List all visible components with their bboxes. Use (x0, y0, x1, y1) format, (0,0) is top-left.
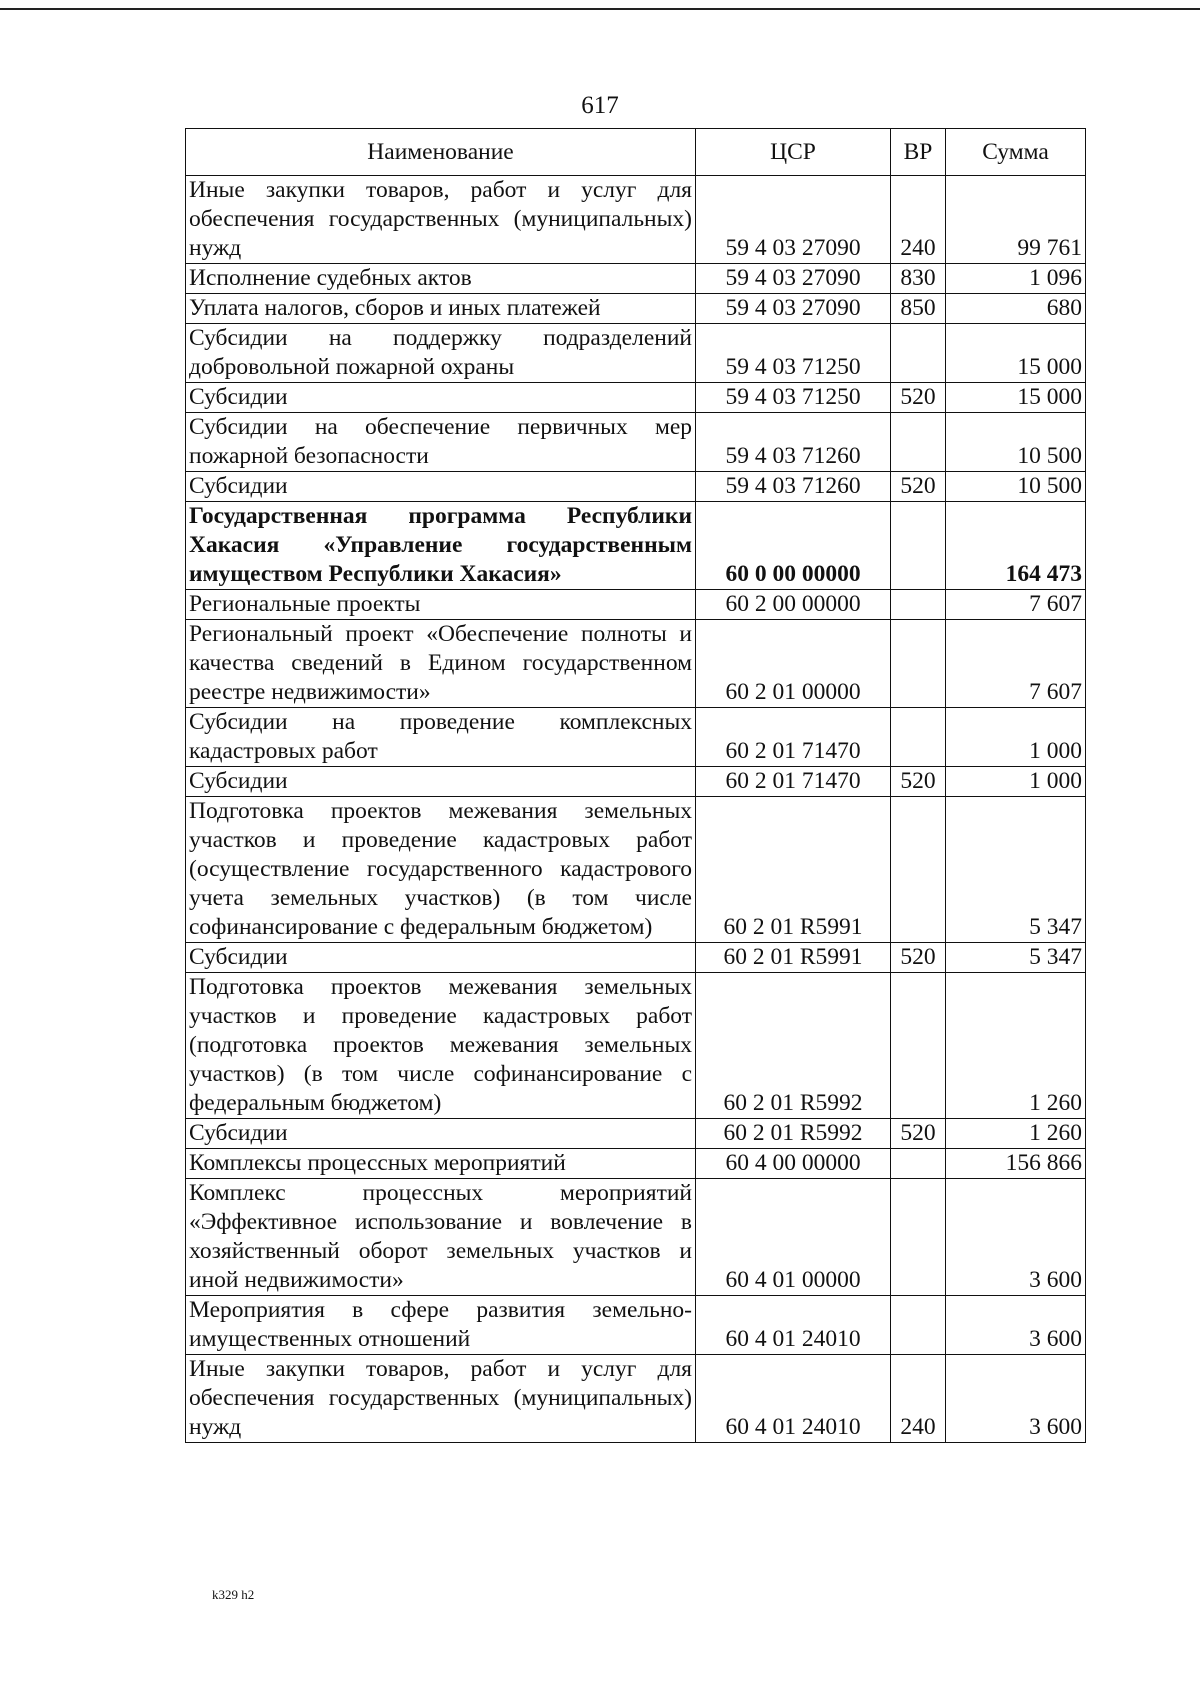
row-vr-cell: 520 (891, 1119, 946, 1149)
row-vr-cell (891, 502, 946, 590)
row-csr-cell: 60 2 01 71470 (696, 708, 891, 767)
row-vr-cell (891, 590, 946, 620)
row-sum-cell: 1 260 (946, 1119, 1086, 1149)
row-csr-cell: 60 4 01 24010 (696, 1355, 891, 1443)
table-row (186, 767, 1086, 797)
row-csr-cell: 59 4 03 27090 (696, 264, 891, 294)
row-sum-cell: 1 000 (946, 767, 1086, 797)
table-row (186, 1296, 1086, 1355)
row-name-cell: Субсидии (186, 943, 696, 973)
row-csr-cell: 60 4 01 24010 (696, 1296, 891, 1355)
row-csr-cell: 60 2 01 R5992 (696, 973, 891, 1119)
row-vr-cell (891, 413, 946, 472)
table-row (186, 590, 1086, 620)
table-row (186, 264, 1086, 294)
row-sum-cell: 15 000 (946, 324, 1086, 383)
table-row (186, 1179, 1086, 1296)
row-name-cell: Уплата налогов, сборов и иных платежей (186, 294, 696, 324)
table-row (186, 383, 1086, 413)
table-row (186, 620, 1086, 708)
table-row (186, 413, 1086, 472)
row-sum-cell: 1 096 (946, 264, 1086, 294)
table-row (186, 294, 1086, 324)
row-vr-cell: 520 (891, 943, 946, 973)
table-header-row (186, 129, 1086, 176)
row-csr-cell: 60 2 01 71470 (696, 767, 891, 797)
row-name-cell: Исполнение судебных актов (186, 264, 696, 294)
row-csr-cell: 59 4 03 27090 (696, 176, 891, 264)
row-name-cell: Подготовка проектов межевания земельных участков и проведение кадастровых работ (подготовка проектов межевания земельных участков) (в том числе софинансирование с федеральным бюджетом) (186, 973, 696, 1119)
row-sum-cell: 5 347 (946, 797, 1086, 943)
header-vr: ВР (891, 129, 946, 176)
row-csr-cell: 60 2 01 R5991 (696, 943, 891, 973)
row-sum-cell: 10 500 (946, 413, 1086, 472)
row-name-cell: Подготовка проектов межевания земельных участков и проведение кадастровых работ (осуществление государственного кадастрового учета земельных участков) (в том числе софинансирование с федеральным бюджетом) (186, 797, 696, 943)
row-sum-cell: 3 600 (946, 1179, 1086, 1296)
table-row (186, 797, 1086, 943)
row-name-cell: Субсидии (186, 472, 696, 502)
table-row (186, 502, 1086, 590)
row-name-cell: Мероприятия в сфере развития земельно-имущественных отношений (186, 1296, 696, 1355)
row-csr-cell: 60 2 01 00000 (696, 620, 891, 708)
table-row (186, 708, 1086, 767)
table-body (186, 176, 1086, 1443)
row-name-cell: Субсидии на поддержку подразделений добровольной пожарной охраны (186, 324, 696, 383)
row-name-cell: Государственная программа Республики Хакасия «Управление государственным имуществом Республики Хакасия» (186, 502, 696, 590)
table-row (186, 472, 1086, 502)
row-sum-cell: 680 (946, 294, 1086, 324)
row-vr-cell: 240 (891, 176, 946, 264)
header-csr: ЦСР (696, 129, 891, 176)
row-vr-cell: 520 (891, 383, 946, 413)
budget-table (185, 128, 1086, 1443)
row-csr-cell: 59 4 03 71260 (696, 472, 891, 502)
row-csr-cell: 60 0 00 00000 (696, 502, 891, 590)
row-csr-cell: 60 2 00 00000 (696, 590, 891, 620)
row-sum-cell: 1 260 (946, 973, 1086, 1119)
row-vr-cell: 830 (891, 264, 946, 294)
row-name-cell: Региональный проект «Обеспечение полноты и качества сведений в Едином государственном реестре недвижимости» (186, 620, 696, 708)
header-name: Наименование (186, 129, 696, 176)
table-row (186, 1355, 1086, 1443)
row-csr-cell: 59 4 03 71250 (696, 383, 891, 413)
row-csr-cell: 60 4 00 00000 (696, 1149, 891, 1179)
row-vr-cell: 520 (891, 472, 946, 502)
row-csr-cell: 60 2 01 R5992 (696, 1119, 891, 1149)
row-name-cell: Субсидии на проведение комплексных кадастровых работ (186, 708, 696, 767)
table-row (186, 973, 1086, 1119)
row-vr-cell (891, 708, 946, 767)
row-csr-cell: 60 2 01 R5991 (696, 797, 891, 943)
row-name-cell: Субсидии (186, 383, 696, 413)
row-sum-cell: 10 500 (946, 472, 1086, 502)
row-name-cell: Субсидии (186, 767, 696, 797)
row-vr-cell: 850 (891, 294, 946, 324)
row-vr-cell: 240 (891, 1355, 946, 1443)
row-vr-cell (891, 973, 946, 1119)
row-csr-cell: 59 4 03 71260 (696, 413, 891, 472)
row-vr-cell (891, 1179, 946, 1296)
row-name-cell: Комплекс процессных мероприятий «Эффективное использование и вовлечение в хозяйственный оборот земельных участков и иной недвижимости» (186, 1179, 696, 1296)
table-row (186, 1149, 1086, 1179)
row-name-cell: Региональные проекты (186, 590, 696, 620)
row-csr-cell: 59 4 03 71250 (696, 324, 891, 383)
footer-code: k329 h2 (212, 1587, 255, 1602)
top-edge-rule (0, 8, 1200, 10)
row-sum-cell: 164 473 (946, 502, 1086, 590)
table-row (186, 324, 1086, 383)
row-sum-cell: 3 600 (946, 1355, 1086, 1443)
row-vr-cell (891, 1296, 946, 1355)
row-sum-cell: 3 600 (946, 1296, 1086, 1355)
row-name-cell: Субсидии на обеспечение первичных мер пожарной безопасности (186, 413, 696, 472)
row-vr-cell (891, 324, 946, 383)
row-name-cell: Иные закупки товаров, работ и услуг для обеспечения государственных (муниципальных) нужд (186, 176, 696, 264)
row-vr-cell (891, 1149, 946, 1179)
header-sum: Сумма (946, 129, 1086, 176)
row-name-cell: Иные закупки товаров, работ и услуг для обеспечения государственных (муниципальных) нужд (186, 1355, 696, 1443)
row-vr-cell: 520 (891, 767, 946, 797)
row-csr-cell: 59 4 03 27090 (696, 294, 891, 324)
row-name-cell: Комплексы процессных мероприятий (186, 1149, 696, 1179)
row-vr-cell (891, 620, 946, 708)
table-row (186, 176, 1086, 264)
row-vr-cell (891, 797, 946, 943)
row-sum-cell: 1 000 (946, 708, 1086, 767)
row-csr-cell: 60 4 01 00000 (696, 1179, 891, 1296)
row-sum-cell: 156 866 (946, 1149, 1086, 1179)
row-name-cell: Субсидии (186, 1119, 696, 1149)
row-sum-cell: 99 761 (946, 176, 1086, 264)
table-row (186, 1119, 1086, 1149)
row-sum-cell: 15 000 (946, 383, 1086, 413)
table-row (186, 943, 1086, 973)
row-sum-cell: 5 347 (946, 943, 1086, 973)
row-sum-cell: 7 607 (946, 590, 1086, 620)
page-number: 617 (581, 92, 619, 119)
row-sum-cell: 7 607 (946, 620, 1086, 708)
